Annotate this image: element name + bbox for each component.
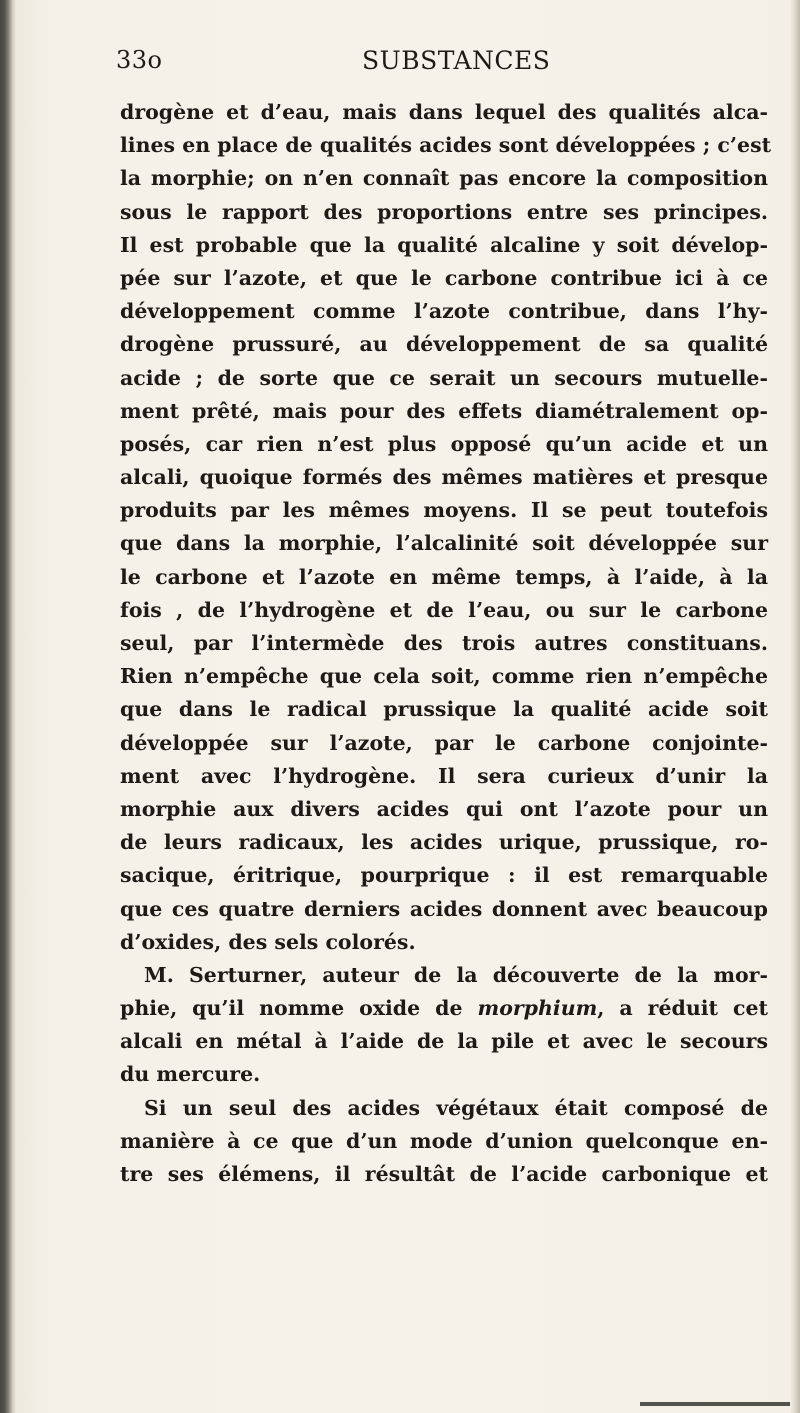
text-line-10: ment prêté, mais pour des effets diamétralement op- (120, 398, 768, 423)
text-line-32: manière à ce que d’un mode d’union quelconque en- (120, 1128, 768, 1153)
page-number: 33o (116, 46, 163, 74)
text-line-14: que dans la morphie, l’alcalinité soit développée sur (120, 531, 768, 556)
text-line-28 (120, 992, 768, 1025)
text-line-11: posés, car rien n’est plus opposé qu’un acide et un (120, 431, 768, 456)
text-line-6: pée sur l’azote, et que le carbone contribue ici à ce (120, 265, 768, 290)
text-line-13: produits par les mêmes moyens. Il se peut toutefois (120, 498, 768, 523)
text-line-17: seul, par l’intermède des trois autres constituans. (120, 631, 768, 655)
text-line-25: que ces quatre derniers acides donnent avec beaucoup (120, 896, 768, 921)
text-line-18: Rien n’empêche que cela soit, comme rien n’empêche (120, 664, 768, 689)
text-line-33: tre ses élémens, il résultât de l’acide carbonique et (120, 1162, 768, 1186)
text-line-22: morphie aux divers acides qui ont l’azote pour un (120, 796, 768, 821)
text-line-23: de leurs radicaux, les acides urique, prussique, ro- (120, 830, 768, 855)
text-line-28-end: , a réduit cet (597, 996, 768, 1021)
running-head (116, 46, 776, 82)
body-text (120, 96, 772, 1191)
page-binding-shadow (0, 0, 16, 1413)
text-line-12: alcali, quoique formés des mêmes matières et presque (120, 465, 768, 490)
text-line-15: le carbone et l’azote en même temps, à l’aide, à la (120, 564, 768, 589)
text-line-26: d’oxides, des sels colorés. (120, 929, 416, 954)
page-bottom-edge (640, 1402, 790, 1406)
italic-term: morphium (477, 996, 598, 1021)
text-line-31: Si un seul des acides végétaux était composé de (144, 1095, 768, 1120)
text-line-2: lines en place de qualités acides sont développées ; c’est (120, 133, 772, 158)
text-line-19: que dans le radical prussique la qualité acide soit (120, 697, 768, 722)
text-line-27: M. Serturner, auteur de la découverte de la mor- (144, 962, 768, 987)
text-line-21: ment avec l’hydrogène. Il sera curieux d’unir la (120, 763, 768, 788)
text-line-8: drogène prussuré, au développement de sa qualité (120, 332, 768, 357)
text-line-28-start: phie, qu’il nomme oxide de (120, 996, 463, 1021)
text-line-7: développement comme l’azote contribue, dans l’hy- (120, 299, 768, 324)
text-line-4: sous le rapport des proportions entre ses principes. (120, 199, 768, 224)
text-line-16: fois , de l’hydrogène et de l’eau, ou sur le carbone (120, 597, 768, 622)
text-line-30: du mercure. (120, 1062, 261, 1087)
text-line-5: Il est probable que la qualité alcaline y soit dévelop- (120, 232, 768, 257)
text-line-20: développée sur l’azote, par le carbone conjointe- (120, 730, 768, 755)
text-line-9: acide ; de sorte que ce serait un secours mutuelle- (120, 365, 768, 390)
text-line-29: alcali en métal à l’aide de la pile et avec le secours (120, 1029, 768, 1054)
text-line-24: sacique, éritrique, pourprique : il est remarquable (120, 863, 768, 888)
text-line-3: la morphie; on n’en connaît pas encore la composition (120, 166, 768, 191)
running-title: SUBSTANCES (362, 46, 551, 75)
page-right-edge (790, 0, 800, 1413)
text-line-1: drogène et d’eau, mais dans lequel des qualités alca- (120, 100, 768, 124)
